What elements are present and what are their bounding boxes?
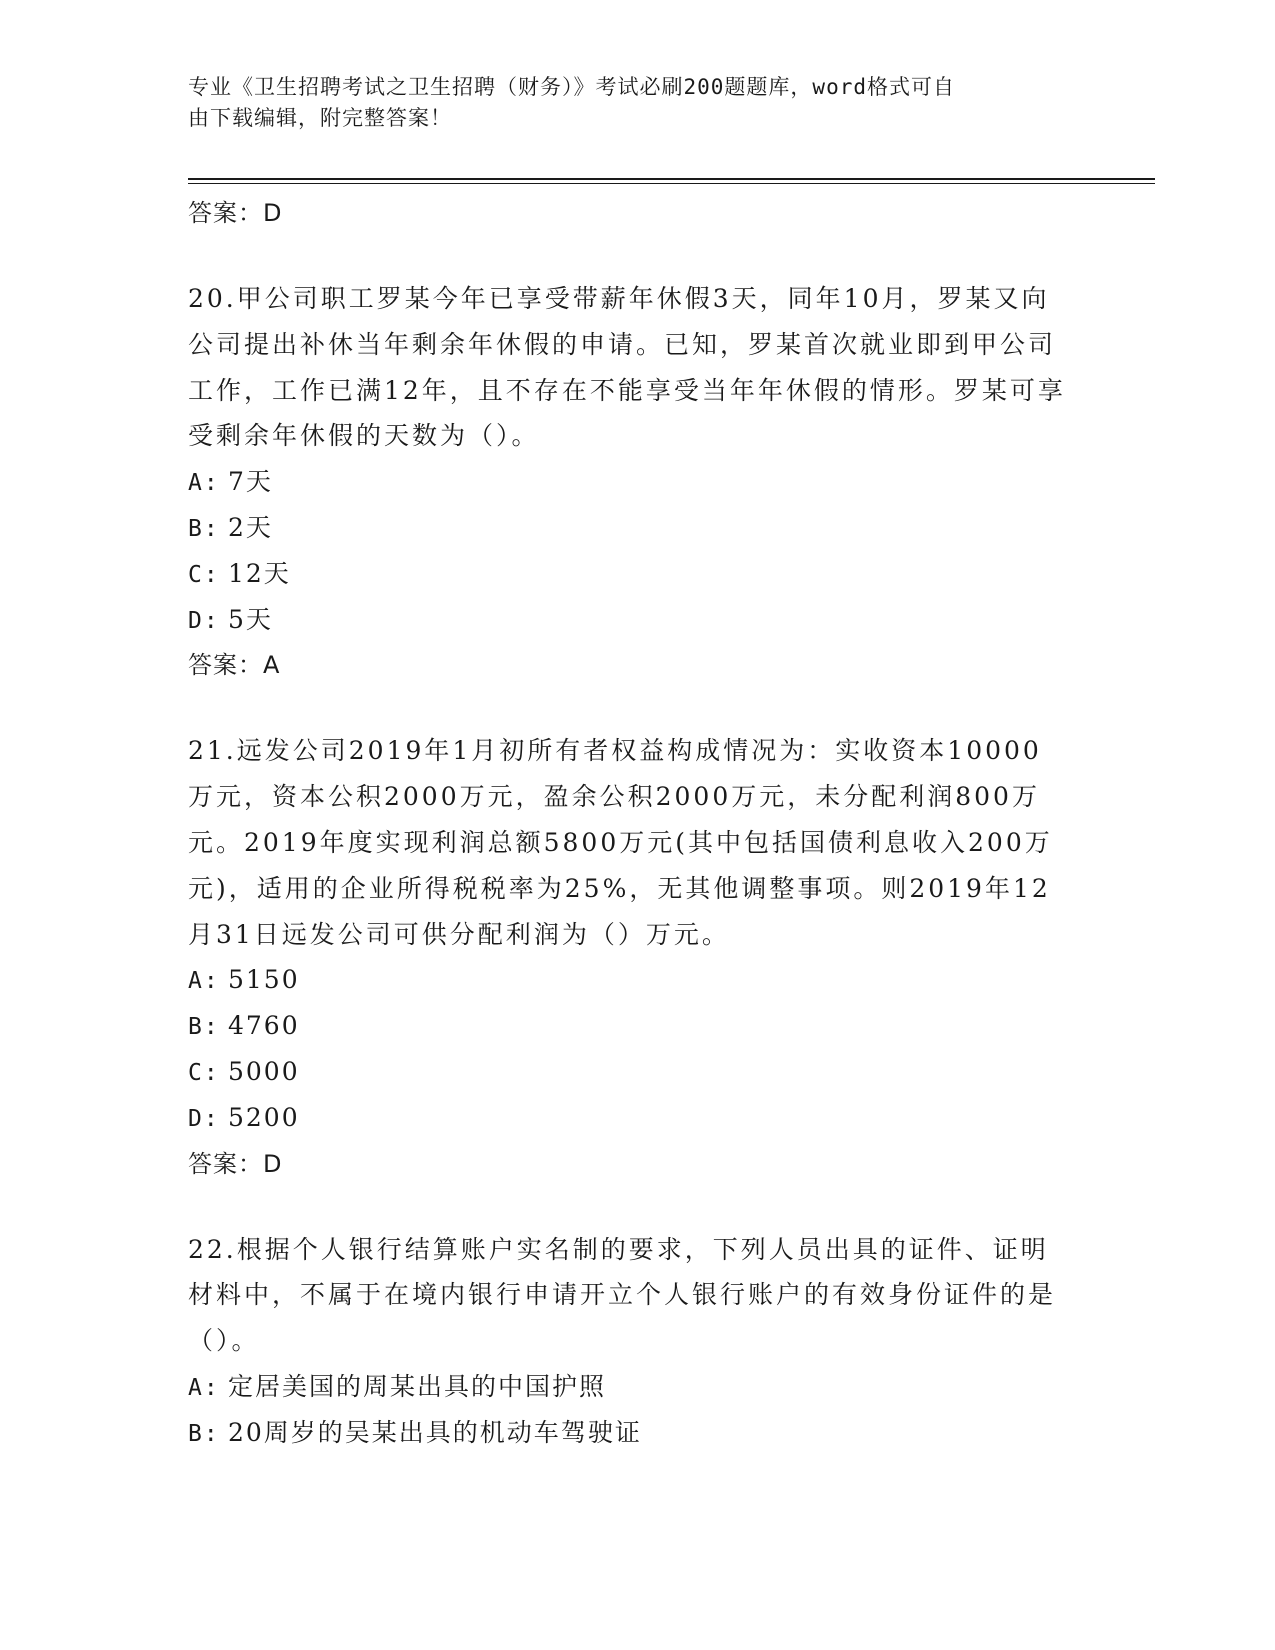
option-c — [188, 1049, 1088, 1095]
option-label: C: — [188, 1059, 220, 1086]
option-text: 4760 — [228, 1011, 300, 1041]
header-line-1: 专业《卫生招聘考试之卫生招聘（财务）》考试必刷200题题库，word格式可自 — [188, 75, 955, 99]
option-label: C: — [188, 561, 220, 588]
option-b — [188, 1003, 1088, 1049]
option-d — [188, 597, 1088, 643]
option-text: 5200 — [228, 1102, 300, 1132]
header-rule-thin — [188, 183, 1155, 184]
question-text: 20.甲公司职工罗某今年已享受带薪年休假3天，同年10月，罗某又向公司提出补休当年剩余年休假的申请。已知，罗某首次就业即到甲公司工作，工作已满12年，且不存在不能享受当年年休假的情形。罗某可享受剩余年休假的天数为（）。 — [188, 284, 1066, 451]
option-text: 5150 — [228, 965, 300, 995]
option-label: A: — [188, 470, 220, 497]
question-20 — [188, 276, 1088, 688]
option-c — [188, 551, 1088, 597]
option-text: 定居美国的周某出具的中国护照 — [228, 1371, 607, 1401]
option-b — [188, 505, 1088, 551]
option-text: 7天 — [228, 467, 273, 497]
option-text: 5天 — [228, 604, 273, 634]
question-22 — [188, 1227, 1088, 1456]
option-label: B: — [188, 1420, 220, 1447]
option-label: A: — [188, 968, 220, 995]
option-label: A: — [188, 1374, 220, 1401]
question-text: 22.根据个人银行结算账户实名制的要求，下列人员出具的证件、证明材料中，不属于在境内银行申请开立个人银行账户的有效身份证件的是（）。 — [188, 1234, 1057, 1356]
option-a — [188, 1364, 1088, 1410]
option-a — [188, 459, 1088, 505]
option-label: B: — [188, 515, 220, 542]
question-text: 21.远发公司2019年1月初所有者权益构成情况为：实收资本10000万元，资本公积2000万元，盈余公积2000万元，未分配利润800万元。2019年度实现利润总额5800万元(其中包括国债利息收入200万元)，适用的企业所得税税率为25%，无其他调整事项。则2019年12月31日远发公司可供分配利润为（）万元。 — [188, 736, 1053, 949]
page-header — [188, 72, 1068, 134]
header-line-2: 由下载编辑，附完整答案！ — [188, 106, 452, 130]
option-text: 12天 — [228, 558, 291, 588]
option-text: 5000 — [228, 1056, 300, 1086]
option-text: 2天 — [228, 512, 273, 542]
option-a — [188, 957, 1088, 1003]
answer: 答案：A — [188, 651, 281, 680]
question-list — [188, 190, 1088, 1456]
header-rule-thick — [188, 178, 1155, 180]
previous-answer: 答案：D — [188, 199, 283, 227]
option-b — [188, 1410, 1088, 1456]
question-21 — [188, 728, 1088, 1186]
option-text: 20周岁的吴某出具的机动车驾驶证 — [228, 1417, 642, 1447]
option-label: B: — [188, 1014, 220, 1041]
option-d — [188, 1095, 1088, 1141]
answer: 答案：D — [188, 1149, 283, 1178]
option-label: D: — [188, 1105, 220, 1132]
option-label: D: — [188, 607, 220, 634]
